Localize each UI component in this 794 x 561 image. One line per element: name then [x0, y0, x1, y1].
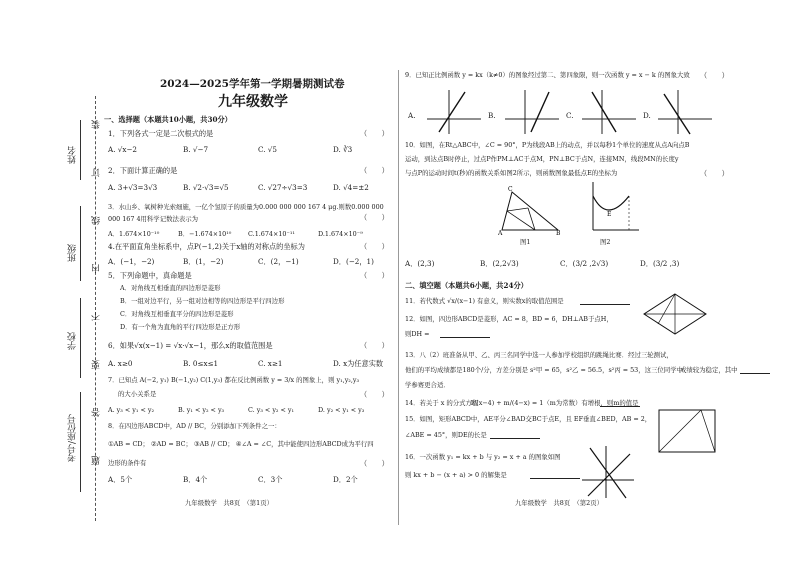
section-1-title: 一、选择题（本题共10小题，共30分） [104, 115, 232, 124]
q6-option-c[interactable]: C. x≥1 [258, 359, 283, 368]
q13-stem-line-1: 13．八（2）班准备从甲、乙、丙三名同学中选一人参加学校组织的跳绳比赛．经过三轮测试， [405, 351, 673, 359]
q16-graph-figure [580, 444, 636, 500]
q2-option-a[interactable]: A. 3+√3=3√3 [108, 183, 158, 192]
q9-option-b[interactable]: B. [488, 111, 496, 120]
q9-option-a[interactable]: A. [408, 111, 416, 120]
q8-option-d[interactable]: D．2个 [333, 475, 358, 484]
q8-option-c[interactable]: C．3个 [258, 475, 283, 484]
q2-option-d[interactable]: D. √4=±2 [333, 183, 369, 192]
page-2-footer: 九年级数学 共8页 （第2页） [515, 499, 604, 507]
q3-option-c[interactable]: C.1.674×10⁻¹¹ [248, 230, 295, 238]
q3-option-a[interactable]: A．1.674×10⁻¹⁰ [108, 230, 160, 238]
q2-option-c[interactable]: C. √27÷√3=3 [258, 183, 308, 192]
exam-title: 2024—2025学年第一学期暑期测试卷 [160, 78, 345, 90]
svg-text:C: C [508, 186, 513, 193]
seat-number-field-line[interactable] [80, 392, 81, 492]
svg-text:B: B [556, 230, 561, 236]
page-1-footer: 九年级数学 共8页 （第1页） [185, 499, 274, 507]
cut-word: 答 [92, 408, 102, 417]
seat-number-field-label: 考号/座位号 [68, 414, 78, 463]
q12-stem-line-2: 则DH = [405, 330, 430, 338]
q15-stem-line-1: 15．如图，矩形ABCD中，AE平分∠BAD交BC于点E，且 EF垂直∠BED，AB = 2， [405, 415, 652, 423]
q10-stem-line-3: 与点P的运动时间t(秒)的函数关系如图2所示，则函数图象最低点E的坐标为 [405, 169, 618, 177]
q5-option-d[interactable]: D．有一个角为直角的平行四边形是正方形 [120, 323, 241, 331]
q8-option-b[interactable]: B．4个 [183, 475, 208, 484]
q9-graph-a [425, 86, 485, 136]
q3-stem-line-1: 3．水山乡、氧树种光索细施，一亿个氢原子的质量为0.000 000 000 167 4 μg.则数0.000 000 [108, 203, 384, 211]
q8-stem-line-3: 边形的条件有 [108, 459, 147, 467]
name-field-label: 姓名 [68, 146, 78, 164]
q7-option-d[interactable]: D. y₂ < y₁ < y₃ [318, 406, 365, 414]
q11-stem: 11．若代数式 √x/(x−1) 有意义，则实数x的取值范围是 [405, 297, 564, 305]
cut-word: 内 [92, 264, 102, 273]
q12-rhombus-figure [640, 290, 710, 340]
q15-rectangle-figure [656, 406, 720, 458]
q2-option-b[interactable]: B. √2·√3=√5 [183, 183, 229, 192]
q1-option-b[interactable]: B. √−7 [183, 145, 209, 154]
cut-word: 要 [92, 360, 102, 369]
q10-option-d[interactable]: D．(3/2 ,3) [640, 259, 680, 268]
q9-graph-c [580, 86, 640, 136]
school-field-line[interactable] [80, 298, 81, 378]
q11-answer-blank[interactable] [580, 304, 630, 305]
q13-answer-blank-1[interactable] [740, 373, 770, 374]
q6-option-b[interactable]: B. 0≤x≤1 [183, 359, 219, 368]
svg-text:A: A [498, 230, 503, 236]
q7-stem-line-1: 7．已知点 A(−2, y₁) B(−1,y₂) C(1,y₃) 都在反比例函数 y = 3/x 的图象上，则 y₁,y₂,y₃ [108, 376, 360, 384]
q1-stem: 1．下列各式一定是二次根式的是 [108, 129, 214, 138]
q7-answer-paren[interactable]: （ ） [360, 390, 389, 399]
q1-option-a[interactable]: A. √x−2 [108, 145, 137, 154]
q1-answer-paren[interactable]: （ ） [360, 129, 389, 138]
q9-option-d[interactable]: D. [643, 111, 651, 120]
q14-stem-line-2: 1/(x−4) + m/(4−x) = 1（m为常数）有增根，则m的值是 [470, 399, 639, 407]
q3-answer-paren[interactable]: （ ） [360, 213, 389, 222]
q12-stem-line-1: 12．如图，四边形ABCD是菱形，AC = 8，BD = 6，DH⊥AB于点H， [405, 315, 613, 323]
page-divider [398, 70, 399, 525]
q10-option-b[interactable]: B．(2,2√3) [480, 259, 519, 268]
subject-title: 九年级数学 [218, 94, 288, 110]
q5-option-b[interactable]: B．一组对边平行，另一组对边相等的四边形是平行四边形 [120, 297, 285, 305]
q5-option-c[interactable]: C．对角线互相垂直平分的四边形是菱形 [120, 310, 234, 318]
q5-option-a[interactable]: A．对角线互相垂直的四边形是菱形 [120, 284, 221, 292]
q9-stem: 9．已知正比例函数 y = kx（k≠0）的图象经过第二、第四象限，则一次函数 y = x − k 的图象大致 [405, 71, 690, 79]
q16-stem-line-1: 16．一次函数 y₁ = kx + b 与 y₂ = x + a 的图象如图 [405, 453, 561, 461]
q6-stem: 6．如果√x(x−1) = √x·√x−1，那么x的取值范围是 [108, 341, 273, 350]
cut-word: 不 [92, 312, 102, 321]
q4-option-c[interactable]: C．(2，−1) [258, 257, 299, 266]
q10-figure-1-caption: 图1 [520, 238, 531, 246]
q9-graph-b [503, 86, 563, 136]
q13-stem-line-4: 成绩较为稳定，其中 [680, 366, 738, 374]
q13-stem-line-2: 他们的平均成绩都是180个/分，方差分别是 s²甲 = 65，s²乙 = 56.5，s²丙 = 53，这三位同学中 [405, 366, 683, 374]
q14-stem-line-1: 14．若关于 x 的分式方程 [405, 399, 479, 407]
q4-option-d[interactable]: D．(−2，1) [333, 257, 374, 266]
q14-answer-blank[interactable] [600, 406, 640, 407]
cut-word: 题 [92, 456, 102, 465]
q10-option-c[interactable]: C．(3/2 ,2√3) [560, 259, 609, 268]
section-2-title: 二、填空题（本题共6小题，共24分） [405, 281, 528, 290]
q7-stem-line-2: 的大小关系是 [118, 390, 157, 398]
q4-option-a[interactable]: A．(−1，−2) [108, 257, 155, 266]
q7-option-a[interactable]: A. y₃ < y₁ < y₂ [108, 406, 155, 414]
q10-option-a[interactable]: A．(2,3) [405, 259, 435, 268]
q4-option-b[interactable]: B．(1，−2) [183, 257, 224, 266]
q10-figure-2-caption: 图2 [600, 238, 611, 246]
q10-answer-paren[interactable]: （ ） [700, 169, 729, 178]
cut-word: 订 [92, 168, 102, 177]
school-field-label: 学校 [68, 332, 78, 350]
q8-option-a[interactable]: A．5个 [108, 475, 133, 484]
q16-stem-line-2: 则 kx + b − (x + a) > 0 的解集是 [405, 471, 507, 479]
q10-figure-1 [498, 184, 562, 236]
q6-option-d[interactable]: D. x为任意实数 [333, 359, 384, 368]
class-field-label: 班级 [68, 244, 78, 262]
q10-figure-2 [585, 180, 641, 236]
q9-graph-d [656, 86, 716, 136]
q8-answer-paren[interactable]: （ ） [360, 459, 389, 468]
cut-word: 装 [92, 120, 102, 129]
q1-option-c[interactable]: C. √5 [258, 145, 277, 154]
q5-answer-paren[interactable]: （ ） [360, 271, 389, 280]
q7-option-c[interactable]: C. y₃ < y₂ < y₁ [248, 406, 295, 414]
q5-stem: 5．下列命题中，真命题是 [108, 271, 192, 280]
cut-word: 线 [92, 216, 102, 225]
q3-stem-line-2: 000 167 4用科学记数法表示为 [108, 215, 199, 223]
q15-answer-blank[interactable] [490, 438, 540, 439]
q12-answer-blank[interactable] [440, 337, 490, 338]
svg-text:E: E [607, 211, 612, 218]
name-field-line[interactable] [80, 120, 81, 180]
q6-answer-paren[interactable]: （ ） [360, 341, 389, 350]
q15-stem-line-2: ∠ABE = 45°，则DE的长是 [405, 431, 487, 439]
q4-answer-paren[interactable]: （ ） [360, 242, 389, 251]
q6-option-a[interactable]: A. x≥0 [108, 359, 133, 368]
q2-stem: 2．下面计算正确的是 [108, 166, 178, 175]
q10-stem-line-2: 运动，到达点B时停止，过点P作PM⊥AC于点M，PN⊥BC于点N，连接MN，线段MN的长度y [405, 155, 679, 163]
q9-option-c[interactable]: C. [566, 111, 574, 120]
q13-stem-line-3: 学参赛更合适． [405, 381, 450, 389]
q7-option-b[interactable]: B. y₁ < y₂ < y₃ [178, 406, 225, 414]
q2-answer-paren[interactable]: （ ） [360, 166, 389, 175]
class-field-line[interactable] [80, 206, 81, 281]
q10-stem-line-1: 10．如图，在Rt△ABC中，∠C = 90°，P为线段AB上的动点，并以每秒1个单位的速度从点A向点B [405, 141, 690, 149]
q8-stem-line-1: 8．在四边形ABCD中，AD // BC，分别添加下列条件之一： [108, 422, 281, 430]
q3-option-b[interactable]: B．−1.674×10¹⁰ [178, 230, 232, 238]
q8-stem-line-2: ①AB = CD； ②AD = BC； ③AB // CD； ④∠A = ∠C，其中能使四边形ABCD成为平行四 [108, 440, 374, 448]
q9-answer-paren[interactable]: （ ） [700, 71, 729, 80]
q3-option-d[interactable]: D.1.674×10⁻⁹ [318, 230, 363, 238]
q16-answer-blank[interactable] [530, 478, 580, 479]
q4-stem: 4.在平面直角坐标系中，点P(−1,2)关于x轴的对称点的坐标为 [108, 242, 305, 251]
q1-option-d[interactable]: D. ∛3 [333, 145, 353, 154]
